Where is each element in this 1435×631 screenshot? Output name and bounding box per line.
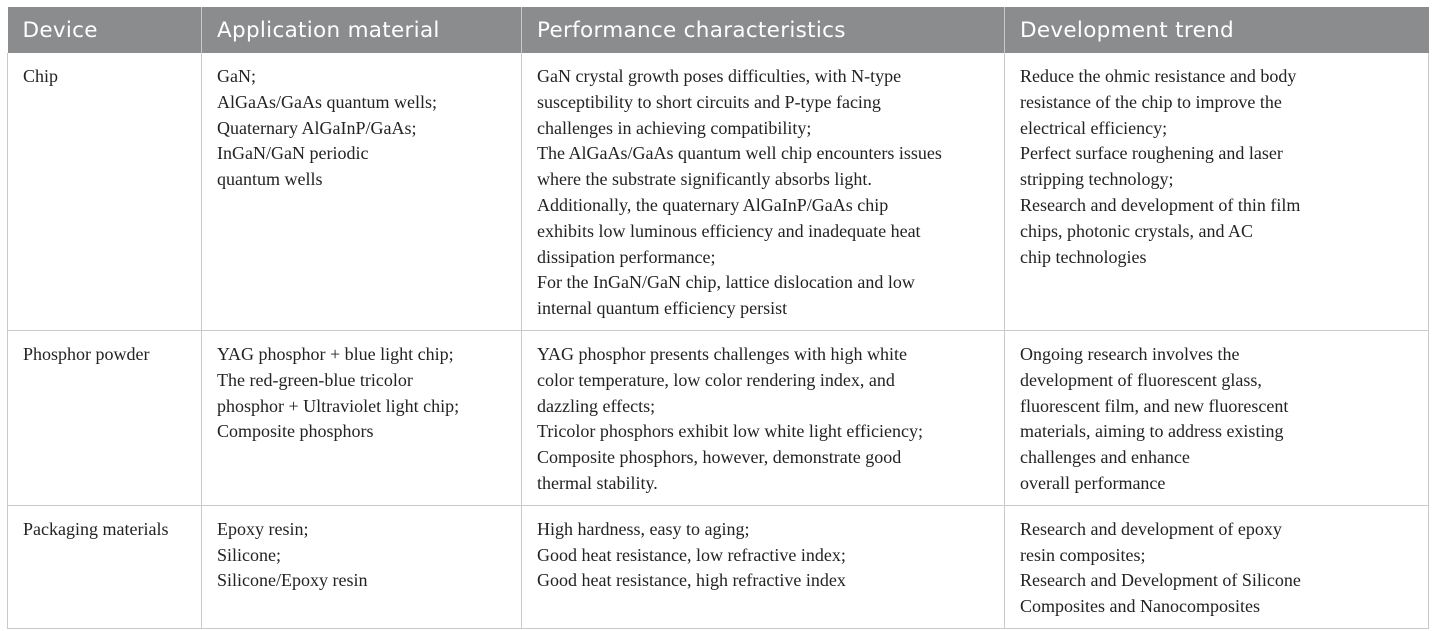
application-line: Composite phosphors [217, 421, 374, 442]
header-development-trend: Development trend [1005, 7, 1429, 53]
table-container [7, 7, 1429, 629]
device-cell [8, 330, 202, 505]
performance-line: challenges in achieving compatibility; [537, 117, 812, 138]
device-name: Phosphor powder [23, 343, 150, 364]
device-name: Chip [23, 66, 59, 86]
trend-cell [1005, 330, 1429, 505]
performance-line: YAG phosphor presents challenges with high white [537, 343, 907, 364]
performance-line: thermal stability. [537, 472, 658, 493]
trend-line: fluorescent film, and new fluorescent [1020, 395, 1289, 416]
performance-line: color temperature, low color rendering index, and [537, 369, 895, 390]
header-device: Device [8, 7, 202, 53]
trend-line: Research and Development of Silicone [1020, 570, 1301, 591]
table-row [8, 53, 1429, 330]
application-line: Silicone/Epoxy resin [217, 570, 368, 591]
performance-line: For the InGaN/GaN chip, lattice dislocation and low [537, 272, 915, 293]
trend-line: development of fluorescent glass, [1020, 369, 1262, 390]
application-cell [202, 505, 522, 628]
application-line: Quaternary AlGaInP/GaAs; [217, 117, 417, 138]
performance-line: susceptibility to short circuits and P-type facing [537, 91, 881, 112]
trend-cell [1005, 505, 1429, 628]
application-line: Epoxy resin; [217, 518, 309, 539]
table-row [8, 505, 1429, 628]
trend-cell [1005, 53, 1429, 330]
trend-line: Ongoing research involves the [1020, 343, 1240, 364]
data-table [7, 7, 1429, 629]
performance-line: exhibits low luminous efficiency and inadequate heat [537, 220, 921, 241]
trend-line: overall performance [1020, 472, 1166, 493]
performance-cell [522, 53, 1005, 330]
trend-line: Research and development of epoxy [1020, 518, 1282, 539]
table-row [8, 330, 1429, 505]
trend-line: Research and development of thin film [1020, 194, 1301, 215]
header-performance-characteristics: Performance characteristics [522, 7, 1005, 53]
trend-line: electrical efficiency; [1020, 117, 1168, 138]
device-name: Packaging materials [23, 518, 169, 539]
device-cell [8, 505, 202, 628]
trend-line: resistance of the chip to improve the [1020, 91, 1282, 112]
performance-line: Good heat resistance, low refractive index; [537, 544, 846, 565]
performance-line: dazzling effects; [537, 395, 656, 416]
trend-line: Composites and Nanocomposites [1020, 596, 1260, 617]
application-line: phosphor + Ultraviolet light chip; [217, 395, 460, 416]
application-line: quantum wells [217, 169, 323, 190]
performance-line: Good heat resistance, high refractive index [537, 570, 846, 591]
performance-cell [522, 330, 1005, 505]
performance-line: The AlGaAs/GaAs quantum well chip encounters issues [537, 143, 942, 164]
application-line: YAG phosphor + blue light chip; [217, 343, 454, 364]
application-line: InGaN/GaN periodic [217, 143, 369, 164]
application-cell [202, 330, 522, 505]
performance-line: internal quantum efficiency persist [537, 298, 788, 319]
performance-line: dissipation performance; [537, 246, 716, 267]
trend-line: chips, photonic crystals, and AC [1020, 220, 1253, 241]
trend-line: stripping technology; [1020, 169, 1174, 190]
trend-line: Perfect surface roughening and laser [1020, 143, 1283, 164]
trend-line: Reduce the ohmic resistance and body [1020, 66, 1297, 86]
performance-line: where the substrate significantly absorbs light. [537, 169, 872, 190]
header-application-material: Application material [202, 7, 522, 53]
application-line: Silicone; [217, 544, 281, 565]
trend-line: challenges and enhance [1020, 447, 1190, 468]
performance-line: GaN crystal growth poses difficulties, with N-type [537, 66, 902, 86]
application-line: GaN; [217, 66, 256, 86]
device-cell [8, 53, 202, 330]
header-row [8, 7, 1429, 53]
application-line: AlGaAs/GaAs quantum wells; [217, 91, 437, 112]
application-cell [202, 53, 522, 330]
trend-line: chip technologies [1020, 246, 1147, 267]
application-line: The red-green-blue tricolor [217, 369, 413, 390]
performance-line: High hardness, easy to aging; [537, 518, 750, 539]
performance-line: Tricolor phosphors exhibit low white light efficiency; [537, 421, 923, 442]
performance-cell [522, 505, 1005, 628]
trend-line: materials, aiming to address existing [1020, 421, 1284, 442]
performance-line: Composite phosphors, however, demonstrate good [537, 447, 902, 468]
trend-line: resin composites; [1020, 544, 1146, 565]
performance-line: Additionally, the quaternary AlGaInP/GaAs chip [537, 194, 889, 215]
